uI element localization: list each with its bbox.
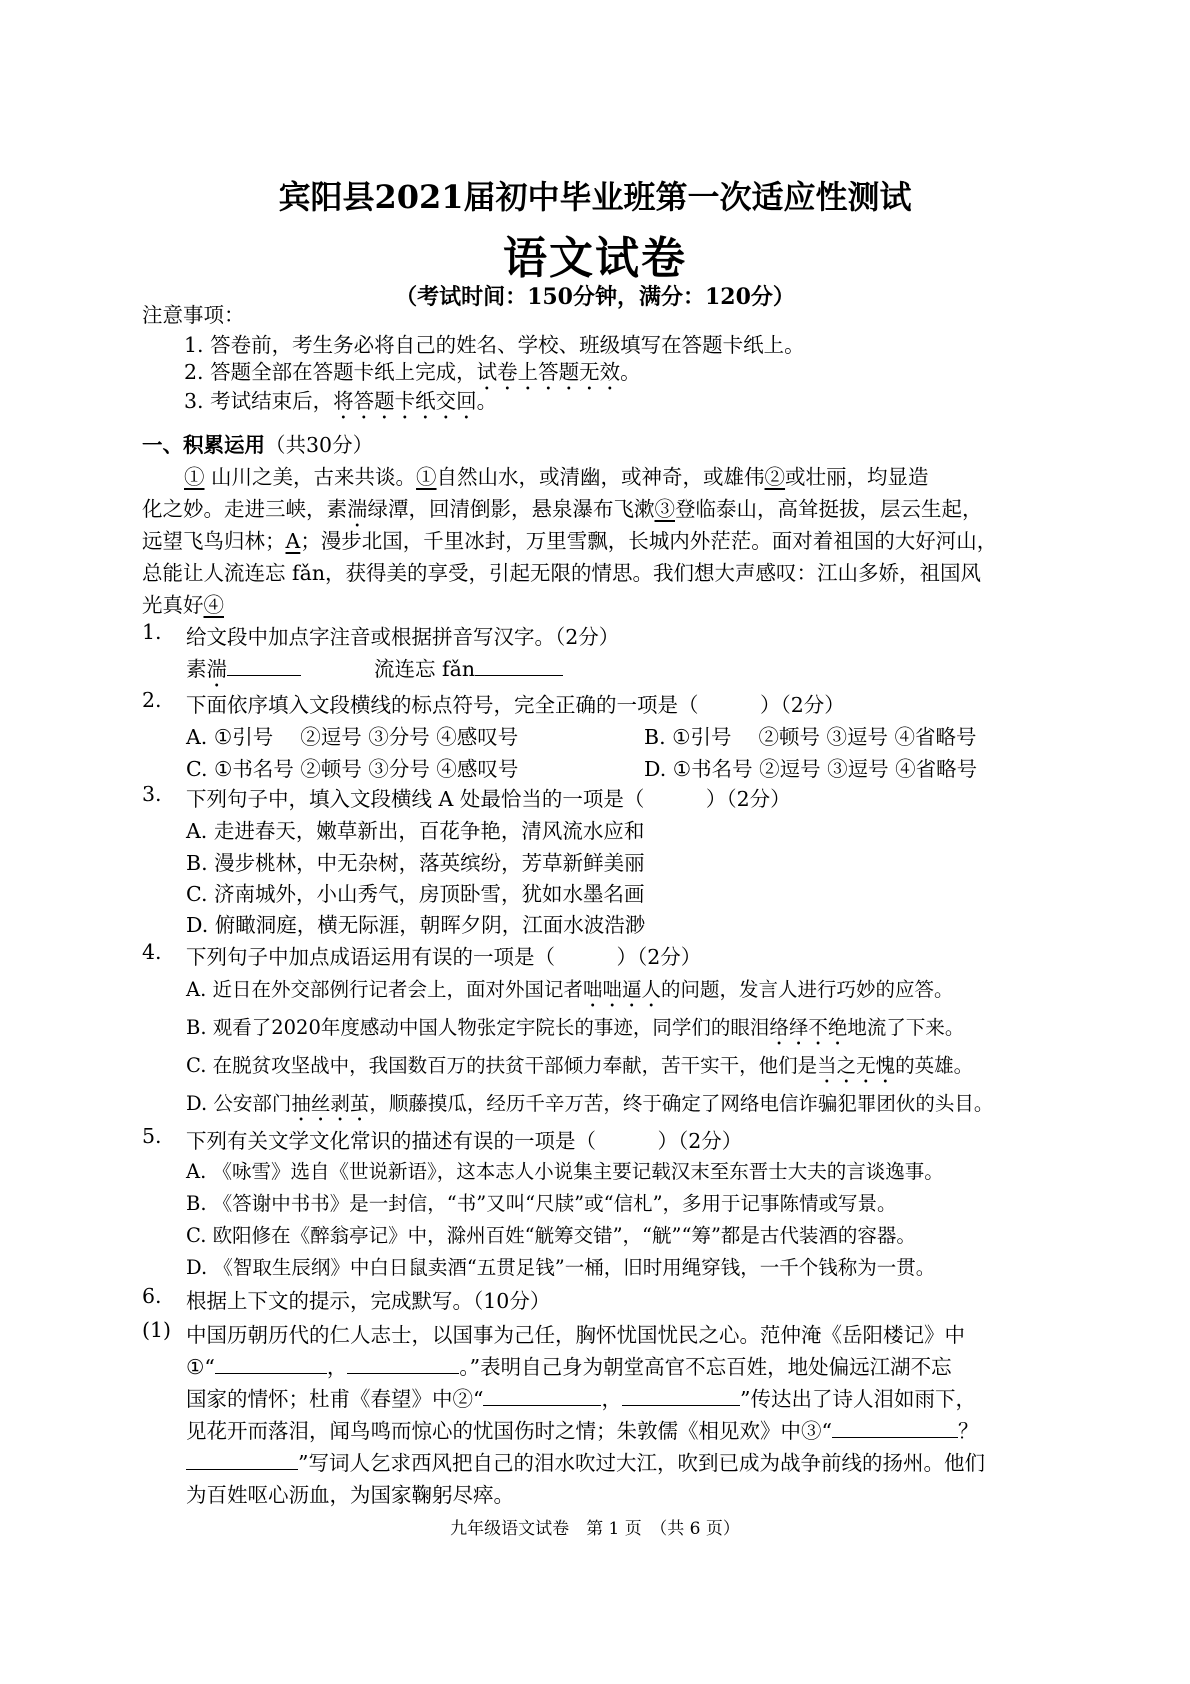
q1-text: 给文段中加点字注音或根据拼音写汉字。（2分） [186, 625, 620, 649]
passage-line-4: 总能让人流连忘 fǎn，获得美的享受，引起无限的情思。我们想大声感叹：江山多娇，祖国风 [142, 561, 982, 585]
q2-option-d: D. ①书名号 ②逗号 ③逗号 ④省略号 [644, 757, 978, 781]
note-3-emphasis: 将答题卡纸交回 [333, 389, 477, 413]
q2-number: 2. [142, 688, 162, 712]
note-1: 1. 答卷前，考生务必将自己的姓名、学校、班级填写在答题卡纸上。 [184, 333, 805, 357]
q4-option-d: D. 公安部门抽丝剥茧，顺藤摸瓜，经历千辛万苦，终于确定了网络电信诈骗犯罪团伙的头目。 [186, 1092, 994, 1115]
q4-option-b: B. 观看了2020年度感动中国人物张定宇院长的事迹，同学们的眼泪络绎不绝地流了下来。 [186, 1016, 965, 1039]
q4-text: 下列句子中加点成语运用有误的一项是（ ）（2分） [186, 945, 702, 969]
answer-blank[interactable] [832, 1417, 958, 1438]
q3-option-d: D. 俯瞰洞庭，横无际涯，朝晖夕阴，江面水波浩渺 [186, 913, 646, 937]
q2-text: 下面依序填入文段横线的标点符号，完全正确的一项是（ ）（2分） [186, 693, 845, 717]
q4-number: 4. [142, 940, 162, 964]
q6-line-6: 为百姓呕心沥血，为国家鞠躬尽瘁。 [186, 1483, 514, 1507]
q2-option-a: A. ①引号 ②逗号 ③分号 ④感叹号 [186, 725, 519, 749]
answer-blank[interactable] [622, 1385, 740, 1406]
blank-1b: ① [416, 465, 437, 489]
q6-line-3: 国家的情怀；杜甫《春望》中②“ ， ”传达出了诗人泪如雨下， [186, 1387, 976, 1411]
note-3: 3. 考试结束后，将答题卡纸交回。 [184, 389, 498, 413]
q6-line-2: ①“ ， 。”表明自己身为朝堂高官不忘百姓，地处偏远江湖不忘 [186, 1355, 952, 1379]
q5-option-a: A. 《咏雪》选自《世说新语》，这本志人小说集主要记载汉末至东晋士大夫的言谈逸事。 [186, 1160, 944, 1183]
passage-line-2: 化之妙。走进三峡，素湍绿潭，回清倒影，悬泉瀑布飞漱③登临泰山，高耸挺拔，层云生起， [142, 497, 983, 521]
blank-1: ① [184, 465, 205, 489]
q6-line-5: ”写词人乞求西风把自己的泪水吹过大江，吹到已成为战争前线的扬州。他们 [186, 1446, 985, 1476]
passage-line-1: ① 山川之美，古来共谈。①自然山水，或清幽，或神奇，或雄伟②或壮丽，均显造 [184, 465, 929, 489]
q5-option-b: B. 《答谢中书书》是一封信，“书”又叫“尺牍”或“信札”，多用于记事陈情或写景。 [186, 1192, 897, 1215]
subject-title: 语文试卷 [503, 233, 687, 284]
blank-2: ② [764, 465, 786, 489]
q3-option-b: B. 漫步桃林，中无杂树，落英缤纷，芳草新鲜美丽 [186, 851, 645, 875]
answer-blank[interactable] [475, 655, 563, 676]
exam-info: （考试时间：150分钟，满分：120分） [395, 284, 795, 310]
answer-blank[interactable] [186, 1449, 298, 1470]
passage-line-5: 光真好④ [142, 593, 224, 617]
answer-blank[interactable] [227, 655, 301, 676]
note-2: 2. 答题全部在答题卡纸上完成，试卷上答题无效。 [184, 360, 641, 384]
answer-blank[interactable] [483, 1385, 601, 1406]
q5-number: 5. [142, 1124, 162, 1148]
q6-line-1: 中国历朝历代的仁人志士，以国事为己任，胸怀忧国忧民之心。范仲淹《岳阳楼记》中 [186, 1323, 965, 1347]
blank-A: A [285, 529, 301, 553]
page-footer: 九年级语文试卷 第 1 页 （共 6 页） [450, 1519, 740, 1539]
q1-number: 1. [142, 620, 162, 644]
q6-number: 6. [142, 1284, 162, 1308]
q6-sub1-label: (1) [142, 1318, 172, 1342]
blank-3: ③ [654, 497, 675, 521]
exam-title: 宾阳县2021届初中毕业班第一次适应性测试 [278, 178, 912, 216]
passage-line-3: 远望飞鸟归林；A；漫步北国，千里冰封，万里雪飘，长城内外茫茫。面对着祖国的大好河山， [142, 529, 998, 553]
q5-option-c: C. 欧阳修在《醉翁亭记》中，滁州百姓“觥筹交错”，“觥”“筹”都是古代装酒的容器。 [186, 1224, 916, 1247]
q6-line-4: 见花开而落泪，闻鸟鸣而惊心的忧国伤时之情；朱敦儒《相见欢》中③“ ？ [186, 1419, 979, 1443]
answer-blank[interactable] [215, 1353, 327, 1374]
q1-item-b: 流连忘 fǎn [374, 652, 563, 682]
blank-4: ④ [203, 593, 224, 617]
note-2-emphasis: 试卷上答题无效 [476, 360, 621, 384]
notes-heading: 注意事项： [142, 303, 245, 327]
q2-option-c: C. ①书名号 ②顿号 ③分号 ④感叹号 [186, 757, 519, 781]
q1-item-a: 素湍 [186, 652, 301, 692]
q3-option-c: C. 济南城外，小山秀气，房顶卧雪，犹如水墨名画 [186, 882, 645, 906]
q5-option-d: D. 《智取生辰纲》中白日鼠卖酒“五贯足钱”一桶，旧时用绳穿钱，一千个钱称为一贯。 [186, 1256, 936, 1279]
dotted-char-tuan: 湍 [347, 497, 368, 521]
q5-text: 下列有关文学文化常识的描述有误的一项是（ ）（2分） [186, 1129, 743, 1153]
q2-option-b: B. ①引号 ②顿号 ③逗号 ④省略号 [644, 725, 977, 749]
section1-heading: 一、积累运用（共30分） [142, 433, 374, 457]
q4-option-c: C. 在脱贫攻坚战中，我国数百万的扶贫干部倾力奉献，苦干实干，他们是当之无愧的英雄。 [186, 1054, 974, 1077]
q3-number: 3. [142, 782, 162, 806]
q4-option-a: A. 近日在外交部例行记者会上，面对外国记者咄咄逼人的问题，发言人进行巧妙的应答。 [186, 978, 954, 1001]
answer-blank[interactable] [347, 1353, 459, 1374]
q3-text: 下列句子中，填入文段横线 A 处最恰当的一项是（ ）（2分） [186, 787, 791, 811]
q6-text: 根据上下文的提示，完成默写。（10分） [186, 1289, 551, 1313]
q3-option-a: A. 走进春天，嫩草新出，百花争艳，清风流水应和 [186, 819, 645, 843]
